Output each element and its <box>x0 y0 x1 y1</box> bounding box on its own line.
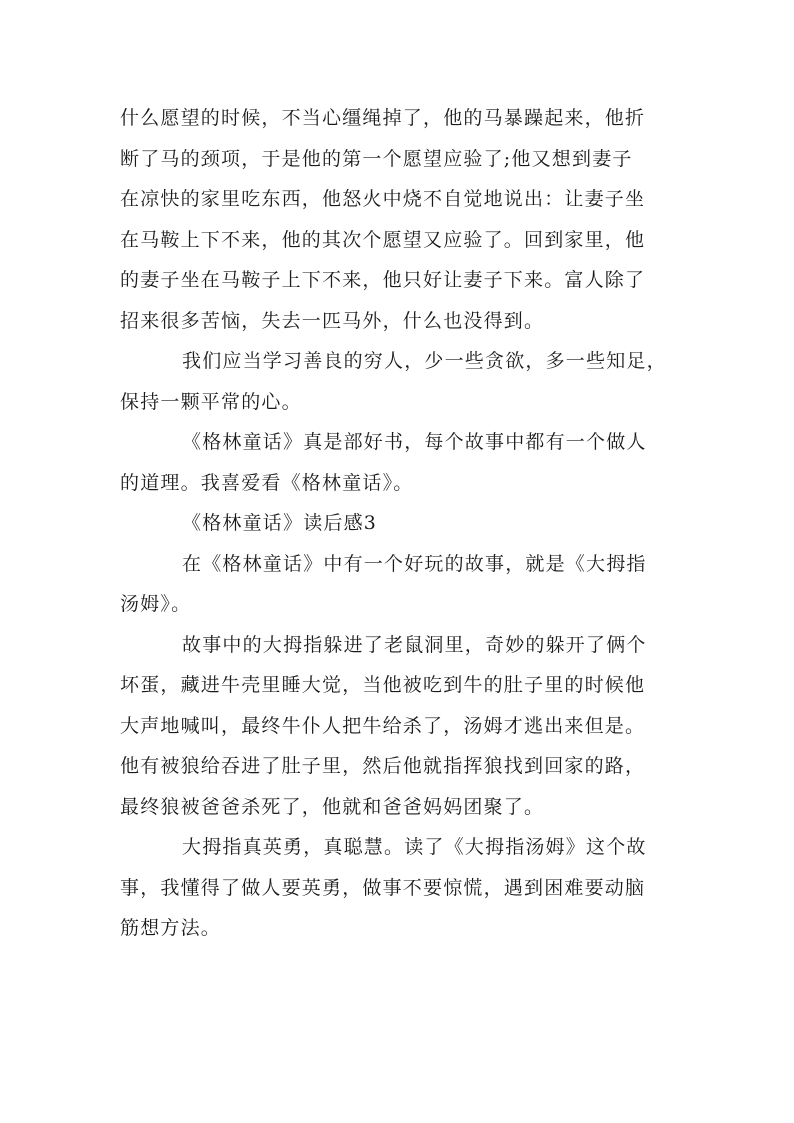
paragraph-start-line: 《格林童话》真是部好书，每个故事中都有一个做人 <box>182 431 647 453</box>
paragraph-start-line: 大拇指真英勇，真聪慧。读了《大拇指汤姆》这个故 <box>182 836 647 858</box>
text-line-17: 他有被狼给吞进了肚子里，然后他就指挥狼找到回家的路， <box>120 755 646 777</box>
section-heading: 《格林童话》读后感3 <box>182 512 378 534</box>
text-line-18: 最终狼被爸爸杀死了，他就和爸爸妈妈团聚了。 <box>120 795 545 818</box>
text-line-20: 事，我懂得了做人要英勇，做事不要惊慌，遇到困难要动脑 <box>120 876 646 899</box>
text-line-13: 汤姆》。 <box>120 593 192 615</box>
text-line-8: 保持一颗平常的心。 <box>120 390 302 413</box>
text-line-5: 的妻子坐在马鞍子上下不来，他只好让妻子下来。富人除了 <box>120 269 646 291</box>
paragraph-start-line: 在《格林童话》中有一个好玩的故事，就是《大拇指 <box>182 552 647 575</box>
document-body <box>120 98 680 949</box>
text-line-10: 的道理。我喜爱看《格林童话》。 <box>120 471 414 494</box>
text-line-21: 筋想方法。 <box>120 917 222 939</box>
text-line-2: 断了马的颈项，于是他的第一个愿望应验了;他又想到妻子 <box>120 147 633 170</box>
text-line-3: 在凉快的家里吃东西，他怒火中烧不自觉地说出：让妻子坐 <box>120 188 646 210</box>
text-line-4: 在马鞍上下不来，他的其次个愿望又应验了。回到家里，他 <box>120 228 646 251</box>
paragraph-start-line: 我们应当学习善良的穷人，少一些贪欲，多一些知足， <box>182 350 667 372</box>
text-line-15: 坏蛋，藏进牛壳里睡大觉，当他被吃到牛的肚子里的时候他 <box>120 674 646 696</box>
text-line-6: 招来很多苦恼，失去一匹马外，什么也没得到。 <box>120 309 545 332</box>
paragraph-start-line: 故事中的大拇指躲进了老鼠洞里，奇妙的躲开了俩个 <box>182 633 647 656</box>
text-line-1: 什么愿望的时候，不当心缰绳掉了，他的马暴躁起来，他折 <box>120 107 646 129</box>
text-line-16: 大声地喊叫，最终牛仆人把牛给杀了，汤姆才逃出来但是。 <box>120 714 646 737</box>
